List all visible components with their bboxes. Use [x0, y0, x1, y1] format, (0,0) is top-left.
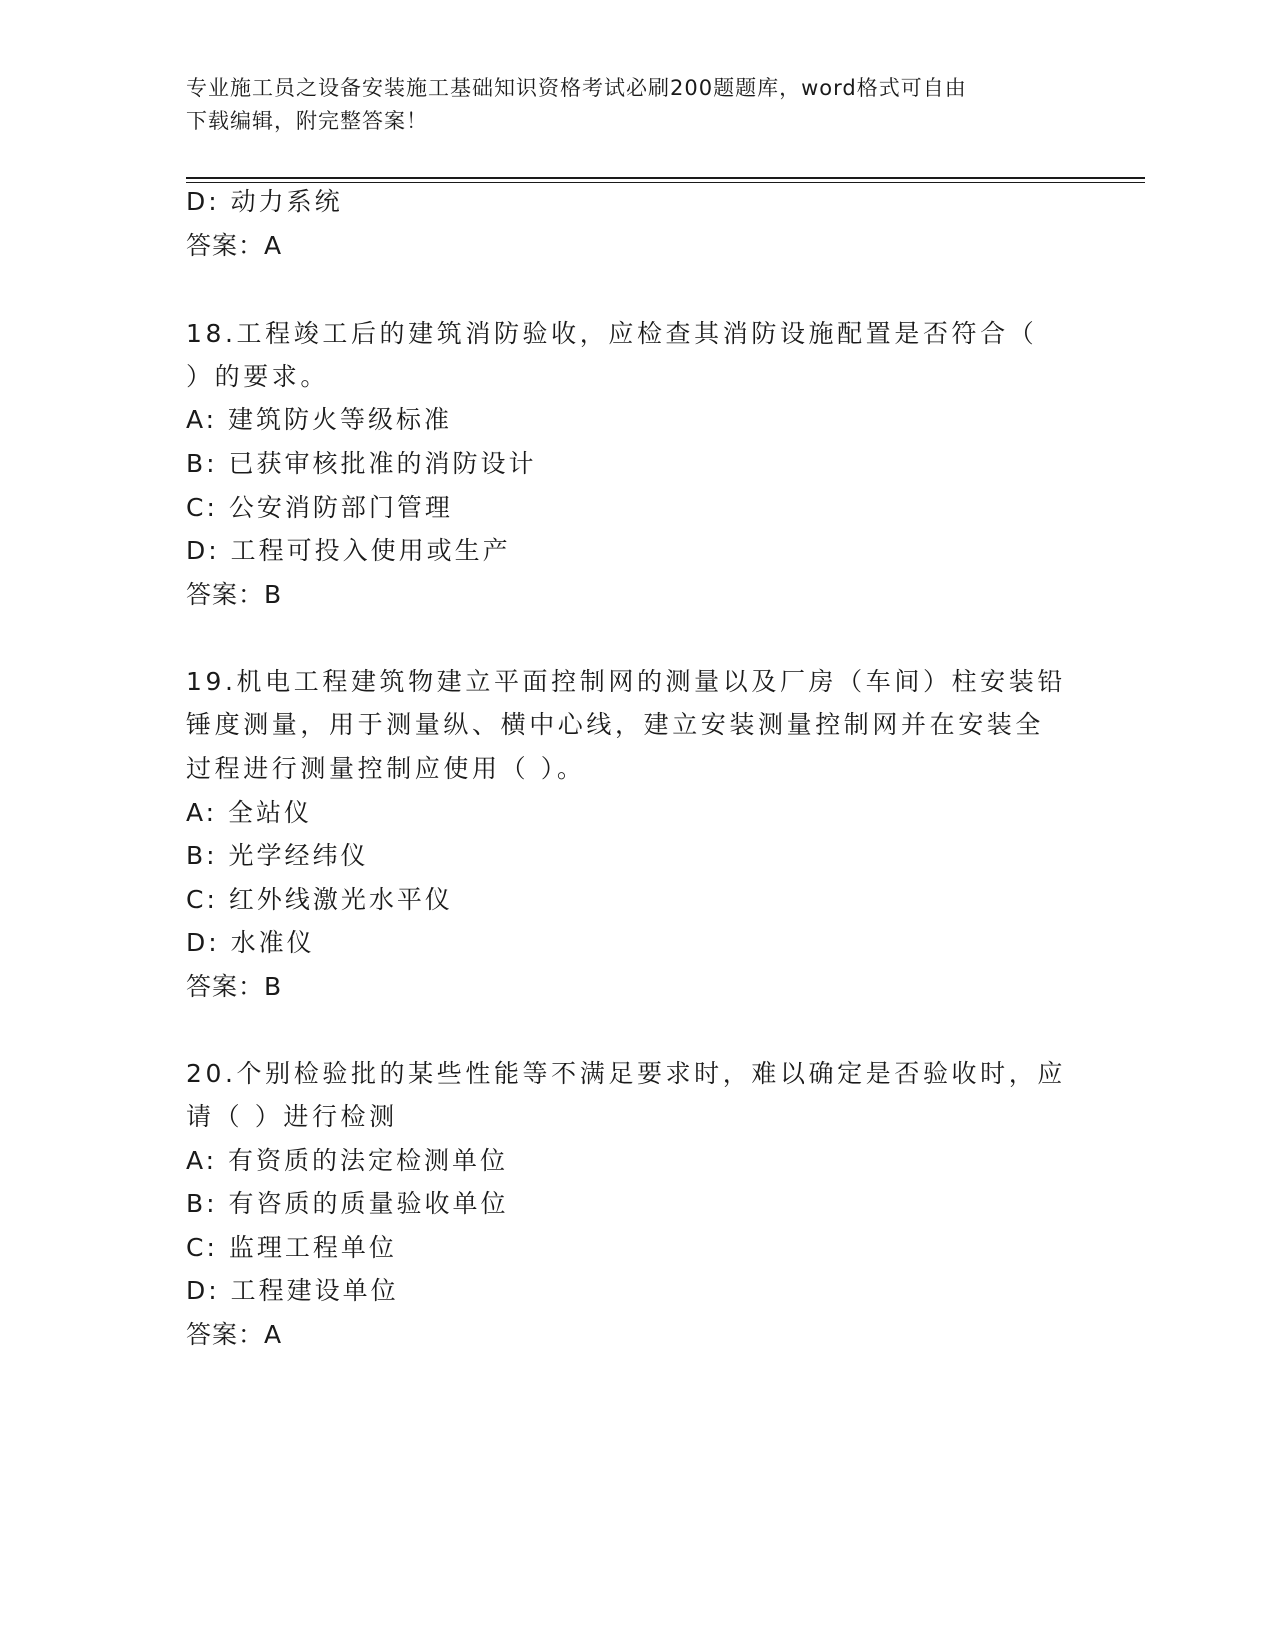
question-19-option-a: A: 全站仪	[186, 798, 313, 827]
header-line-1: 专业施工员之设备安装施工基础知识资格考试必刷200题题库，word格式可自由	[186, 76, 967, 100]
header-line-2: 下载编辑，附完整答案！	[186, 109, 428, 133]
question-18-option-c: C: 公安消防部门管理	[186, 493, 453, 522]
question-19-text-line-2: 锤度测量，用于测量纵、横中心线，建立安装测量控制网并在安装全	[186, 710, 1045, 739]
question-20-text-line-2: 请（ ）进行检测	[186, 1102, 398, 1131]
question-19-option-d: D: 水准仪	[186, 928, 315, 957]
question-20-answer: 答案：A	[186, 1320, 283, 1349]
header-divider-thin	[186, 182, 1145, 183]
question-18-option-d: D: 工程可投入使用或生产	[186, 536, 511, 565]
question-19-text-line-3: 过程进行测量控制应使用（ ）。	[186, 754, 586, 783]
question-20-option-b: B: 有咨质的质量验收单位	[186, 1189, 509, 1218]
question-19-option-b: B: 光学经纬仪	[186, 841, 369, 870]
question-19-answer: 答案：B	[186, 972, 283, 1001]
question-20-option-c: C: 监理工程单位	[186, 1233, 397, 1262]
question-18-option-a: A: 建筑防火等级标准	[186, 405, 453, 434]
question-20-option-d: D: 工程建设单位	[186, 1276, 399, 1305]
option-d: D: 动力系统	[186, 187, 343, 216]
question-20-option-a: A: 有资质的法定检测单位	[186, 1146, 509, 1175]
header-divider-thick	[186, 177, 1145, 179]
question-18-text-line-1: 18.工程竣工后的建筑消防验收，应检查其消防设施配置是否符合（	[186, 319, 1038, 348]
question-19-text-line-1: 19.机电工程建筑物建立平面控制网的测量以及厂房（车间）柱安装铅	[186, 667, 1066, 696]
question-18-answer: 答案：B	[186, 580, 283, 609]
question-20-text-line-1: 20.个别检验批的某些性能等不满足要求时，难以确定是否验收时，应	[186, 1059, 1066, 1088]
document-header	[186, 72, 1066, 138]
question-18-text-line-2: ）的要求。	[186, 362, 330, 391]
question-19-option-c: C: 红外线激光水平仪	[186, 885, 453, 914]
question-18-option-b: B: 已获审核批准的消防设计	[186, 449, 537, 478]
answer-line: 答案：A	[186, 231, 283, 260]
